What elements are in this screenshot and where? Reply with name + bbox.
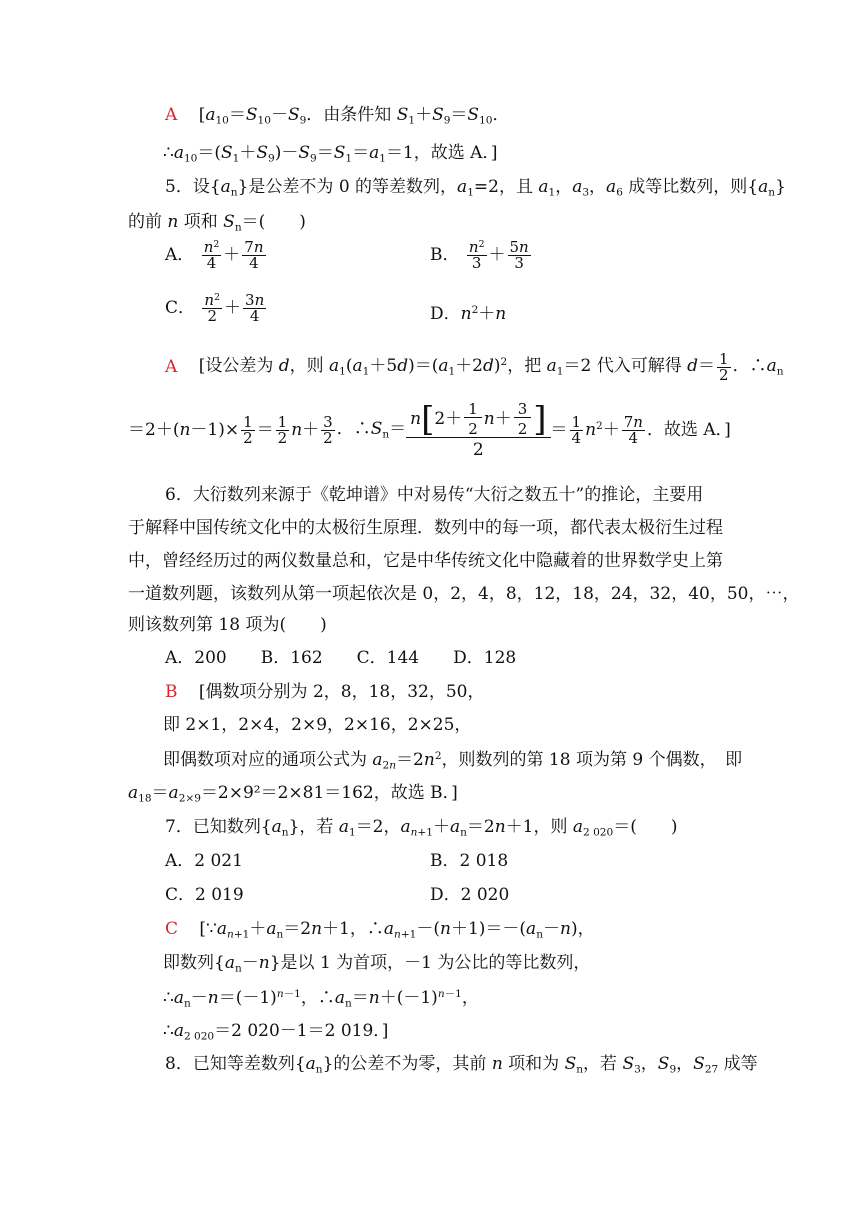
q6-solution-line2: 即 2×1，2×4，2×9，2×16，2×25， bbox=[163, 715, 472, 735]
q5-option-c: C． $\frac{n^2}{2}$ ＋ $\frac{3n}{4}$ bbox=[165, 291, 265, 326]
q5-stem-a: 设{ bbox=[192, 177, 221, 197]
q7-option-b: B．2 018 bbox=[430, 851, 509, 871]
q5-answer-letter: A bbox=[165, 357, 178, 377]
q7-option-a: A．2 021 bbox=[165, 851, 243, 871]
q7-answer-letter: C bbox=[165, 919, 179, 939]
q5-stem-line1: 5．设$\{a_n\}$是公差不为 0 的等差数列，$a_1=2$，且 $a_1$，$a_3$，$a_6$ 成等比数列，则$\{a_n\}$ bbox=[165, 177, 786, 199]
q6-solution-text1: [偶数项分别为 2，8，18，32，50， bbox=[198, 682, 485, 702]
q6-solution-line1 bbox=[165, 684, 484, 701]
q5-option-d-label: D． bbox=[430, 303, 461, 324]
q5-option-c-label: C． bbox=[165, 298, 196, 319]
q6-solution-text4: ＝2×9²＝2×81＝162，故选 B．] bbox=[200, 783, 458, 803]
q4-solution-line2: $\therefore a_{10}=(S_1+S_9)-S_9=S_1=a_1=1$，故选 A．] bbox=[163, 143, 498, 165]
q5-option-a-label: A． bbox=[165, 245, 195, 266]
q7-solution-line3: $\therefore a_n-n=(-1)^{n-1}$，$\therefore a_n=n+(-1)^{n-1}$， bbox=[163, 987, 479, 1010]
q4-answer-letter: A bbox=[165, 105, 178, 125]
q5-stem-line2: 的前 n 项和 $S_n=$( ) bbox=[128, 212, 306, 234]
q5-option-a: A． $\frac{n^2}{4}$ ＋ $\frac{7n}{4}$ bbox=[165, 238, 264, 273]
q6-stem-line5: 则该数列第 18 项为( ) bbox=[128, 615, 327, 635]
q6-answer-letter: B bbox=[165, 682, 178, 702]
q5-solution-line2: ＝2＋(n－1)× $\frac{1}{2}$ ＝ $\frac{1}{2}$ n＋ $\frac{3}{2}$ ．$\therefore S_n=$ n[2＋ $\frac{1}{2}$ n＋ $\frac{3}{2}$ ] 2 ＝ $\frac{1}{4}$ $n^2+$ $\frac{7n}{4}$ ．故选 A．] bbox=[128, 399, 731, 460]
q7-option-d: D．2 020 bbox=[430, 885, 510, 905]
q5-stem-d: 成等比数列，则{ bbox=[628, 177, 759, 197]
q7-solution-text4: ＝2 020－1＝2 019．] bbox=[214, 1021, 389, 1041]
q6-stem-line4: 一道数列题，该数列从第一项起依次是 0，2，4，8，12，18，24，32，40，50，⋯， bbox=[128, 584, 800, 604]
q5-option-b-label: B． bbox=[430, 245, 460, 266]
q8-stem: 8．已知等差数列$\{a_n\}$的公差不为零，其前 n 项和为 $S_n$，若 $S_3$，$S_9$，$S_{27}$ 成等 bbox=[165, 1054, 758, 1076]
q5-option-b: B． $\frac{n^2}{3}$ ＋ $\frac{5n}{3}$ bbox=[430, 238, 529, 273]
q6-stem-line1: 6．大衍数列来源于《乾坤谱》中对易传“大衍之数五十”的推论，主要用 bbox=[165, 485, 704, 505]
q4-solution-line1: A [$a_{10}=S_{10}-S_9$．由条件知 $S_1+S_9=S_{10}$． bbox=[165, 105, 510, 127]
q6-options: A．200 B．162 C．144 D．128 bbox=[165, 648, 517, 668]
q7-solution-line2: 即数列$\{a_n-n\}$是以 1 为首项，－1 为公比的等比数列， bbox=[163, 953, 591, 975]
q6-solution-line4: $a_{18}=a_{2\times 9}=2\times 9^2=2\times 81=162$，故选 B．] bbox=[128, 783, 458, 805]
q5-number: 5 bbox=[165, 177, 176, 197]
q7-solution-line4: $\therefore a_{2 020}=2$ 020－1＝2 019．] bbox=[163, 1021, 389, 1043]
q7-option-c: C．2 019 bbox=[165, 885, 244, 905]
q7-stem: 7．已知数列$\{a_n\}$，若 $a_1=2$，$a_{n+1}+a_n=2n+1$，则 $a_{2 020}=$( ) bbox=[165, 817, 678, 839]
q5-solution-line1: A [设公差为 d，则 $a_1(a_1+5d)=(a_1+2d)^2$，把 $a_1=2$ 代入可解得 d＝ $\frac{1}{2}$ ．$\therefore a_n$ bbox=[165, 350, 784, 384]
q5-stem-b: }是公差不为 0 的等差数列， bbox=[237, 177, 458, 197]
q6-stem-line3: 中，曾经经历过的两仪数量总和，它是中华传统文化中隐藏着的世界数学史上第 bbox=[128, 551, 723, 571]
q6-solution-line3: 即偶数项对应的通项公式为 $a_{2n}=2n^2$，则数列的第 18 项为第 9 个偶数， 即 bbox=[163, 749, 743, 772]
q6-stem-line2: 于解释中国传统文化中的太极衍生原理．数列中的每一项，都代表太极衍生过程 bbox=[128, 518, 723, 538]
q7-solution-line1: C [$\because a_{n+1}+a_n=2n+1$，$\therefore a_{n+1}-(n+1)=-(a_n-n)$， bbox=[165, 919, 595, 941]
q5-option-d: D．$n^2+n$ bbox=[430, 303, 507, 324]
q5-stem-c: =2，且 bbox=[473, 177, 533, 197]
q5-stem-e: } bbox=[775, 177, 786, 197]
